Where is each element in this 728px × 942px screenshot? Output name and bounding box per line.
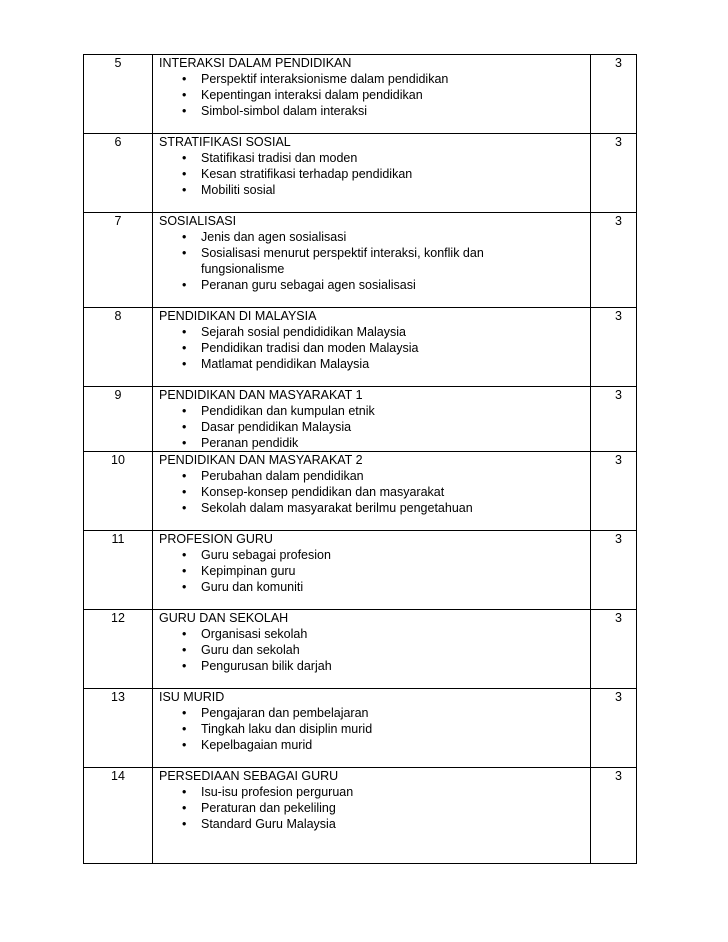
topic-cell bbox=[153, 452, 591, 531]
subtopic-item: • Peranan pendidik bbox=[201, 435, 584, 451]
subtopic-item: • Kepimpinan guru bbox=[201, 563, 584, 579]
topic-number: 8 bbox=[84, 308, 153, 387]
topic-hours: 3 bbox=[591, 55, 637, 134]
table-row bbox=[84, 610, 637, 689]
topic-number: 7 bbox=[84, 213, 153, 308]
subtopic-list bbox=[159, 71, 584, 119]
subtopic-item: • Standard Guru Malaysia bbox=[201, 816, 584, 832]
topic-cell bbox=[153, 610, 591, 689]
subtopic-item: • Konsep-konsep pendidikan dan masyarakat bbox=[201, 484, 584, 500]
subtopic-item: • Perubahan dalam pendidikan bbox=[201, 468, 584, 484]
topic-title: ISU MURID bbox=[159, 690, 225, 704]
topic-cell bbox=[153, 768, 591, 864]
topic-hours: 3 bbox=[591, 689, 637, 768]
topic-cell bbox=[153, 689, 591, 768]
topic-hours: 3 bbox=[591, 452, 637, 531]
topic-hours: 3 bbox=[591, 768, 637, 864]
topic-title: INTERAKSI DALAM PENDIDIKAN bbox=[159, 56, 352, 70]
subtopic-list bbox=[159, 403, 584, 451]
subtopic-item: • Tingkah laku dan disiplin murid bbox=[201, 721, 584, 737]
topic-hours: 3 bbox=[591, 610, 637, 689]
subtopic-item: • Mobiliti sosial bbox=[201, 182, 584, 198]
topic-title: PENDIDIKAN DAN MASYARAKAT 1 bbox=[159, 388, 363, 402]
subtopic-item: • Organisasi sekolah bbox=[201, 626, 584, 642]
topic-cell bbox=[153, 213, 591, 308]
topic-number: 10 bbox=[84, 452, 153, 531]
subtopic-list bbox=[159, 784, 584, 832]
subtopic-item: • Pendidikan tradisi dan moden Malaysia bbox=[201, 340, 584, 356]
subtopic-item: • Statifikasi tradisi dan moden bbox=[201, 150, 584, 166]
subtopic-item: • Kepelbagaian murid bbox=[201, 737, 584, 753]
subtopic-item: • Guru dan sekolah bbox=[201, 642, 584, 658]
subtopic-list bbox=[159, 150, 584, 198]
subtopic-item: • Guru sebagai profesion bbox=[201, 547, 584, 563]
subtopic-item: • Peraturan dan pekeliling bbox=[201, 800, 584, 816]
subtopic-list bbox=[159, 324, 584, 372]
table-row bbox=[84, 55, 637, 134]
subtopic-item: • Pengajaran dan pembelajaran bbox=[201, 705, 584, 721]
table-row bbox=[84, 213, 637, 308]
subtopic-item: • Perspektif interaksionisme dalam pendidikan bbox=[201, 71, 584, 87]
subtopic-item: • Matlamat pendidikan Malaysia bbox=[201, 356, 584, 372]
subtopic-list bbox=[159, 468, 584, 516]
table-row bbox=[84, 768, 637, 864]
topic-hours: 3 bbox=[591, 387, 637, 452]
subtopic-item: • Isu-isu profesion perguruan bbox=[201, 784, 584, 800]
subtopic-list bbox=[159, 705, 584, 753]
topic-number: 14 bbox=[84, 768, 153, 864]
topic-title: PENDIDIKAN DAN MASYARAKAT 2 bbox=[159, 453, 363, 467]
table-row bbox=[84, 308, 637, 387]
topic-cell bbox=[153, 308, 591, 387]
topic-number: 13 bbox=[84, 689, 153, 768]
topic-number: 9 bbox=[84, 387, 153, 452]
topic-cell bbox=[153, 531, 591, 610]
topic-cell bbox=[153, 55, 591, 134]
syllabus-table-body bbox=[84, 55, 637, 864]
subtopic-item: • Sosialisasi menurut perspektif interaksi, konflik dan fungsionalisme bbox=[201, 245, 584, 277]
topic-title: PENDIDIKAN DI MALAYSIA bbox=[159, 309, 317, 323]
topic-cell bbox=[153, 387, 591, 452]
table-row bbox=[84, 531, 637, 610]
subtopic-item: • Jenis dan agen sosialisasi bbox=[201, 229, 584, 245]
topic-cell bbox=[153, 134, 591, 213]
topic-hours: 3 bbox=[591, 134, 637, 213]
subtopic-list bbox=[159, 547, 584, 595]
topic-title: GURU DAN SEKOLAH bbox=[159, 611, 289, 625]
topic-title: STRATIFIKASI SOSIAL bbox=[159, 135, 291, 149]
topic-number: 6 bbox=[84, 134, 153, 213]
subtopic-item: • Pendidikan dan kumpulan etnik bbox=[201, 403, 584, 419]
subtopic-item: • Sekolah dalam masyarakat berilmu pengetahuan bbox=[201, 500, 584, 516]
subtopic-list bbox=[159, 229, 584, 293]
subtopic-item: • Guru dan komuniti bbox=[201, 579, 584, 595]
table-row bbox=[84, 452, 637, 531]
table-row bbox=[84, 689, 637, 768]
subtopic-item: • Sejarah sosial pendididikan Malaysia bbox=[201, 324, 584, 340]
subtopic-item: • Peranan guru sebagai agen sosialisasi bbox=[201, 277, 584, 293]
topic-hours: 3 bbox=[591, 308, 637, 387]
subtopic-item: • Kesan stratifikasi terhadap pendidikan bbox=[201, 166, 584, 182]
topic-title: SOSIALISASI bbox=[159, 214, 237, 228]
table-row bbox=[84, 387, 637, 452]
topic-title: PERSEDIAAN SEBAGAI GURU bbox=[159, 769, 339, 783]
subtopic-item: • Pengurusan bilik darjah bbox=[201, 658, 584, 674]
topic-number: 12 bbox=[84, 610, 153, 689]
subtopic-item: • Dasar pendidikan Malaysia bbox=[201, 419, 584, 435]
topic-hours: 3 bbox=[591, 531, 637, 610]
syllabus-table bbox=[83, 54, 637, 864]
subtopic-item: • Simbol-simbol dalam interaksi bbox=[201, 103, 584, 119]
table-row bbox=[84, 134, 637, 213]
topic-title: PROFESION GURU bbox=[159, 532, 273, 546]
topic-number: 11 bbox=[84, 531, 153, 610]
subtopic-list bbox=[159, 626, 584, 674]
subtopic-item: • Kepentingan interaksi dalam pendidikan bbox=[201, 87, 584, 103]
topic-number: 5 bbox=[84, 55, 153, 134]
topic-hours: 3 bbox=[591, 213, 637, 308]
